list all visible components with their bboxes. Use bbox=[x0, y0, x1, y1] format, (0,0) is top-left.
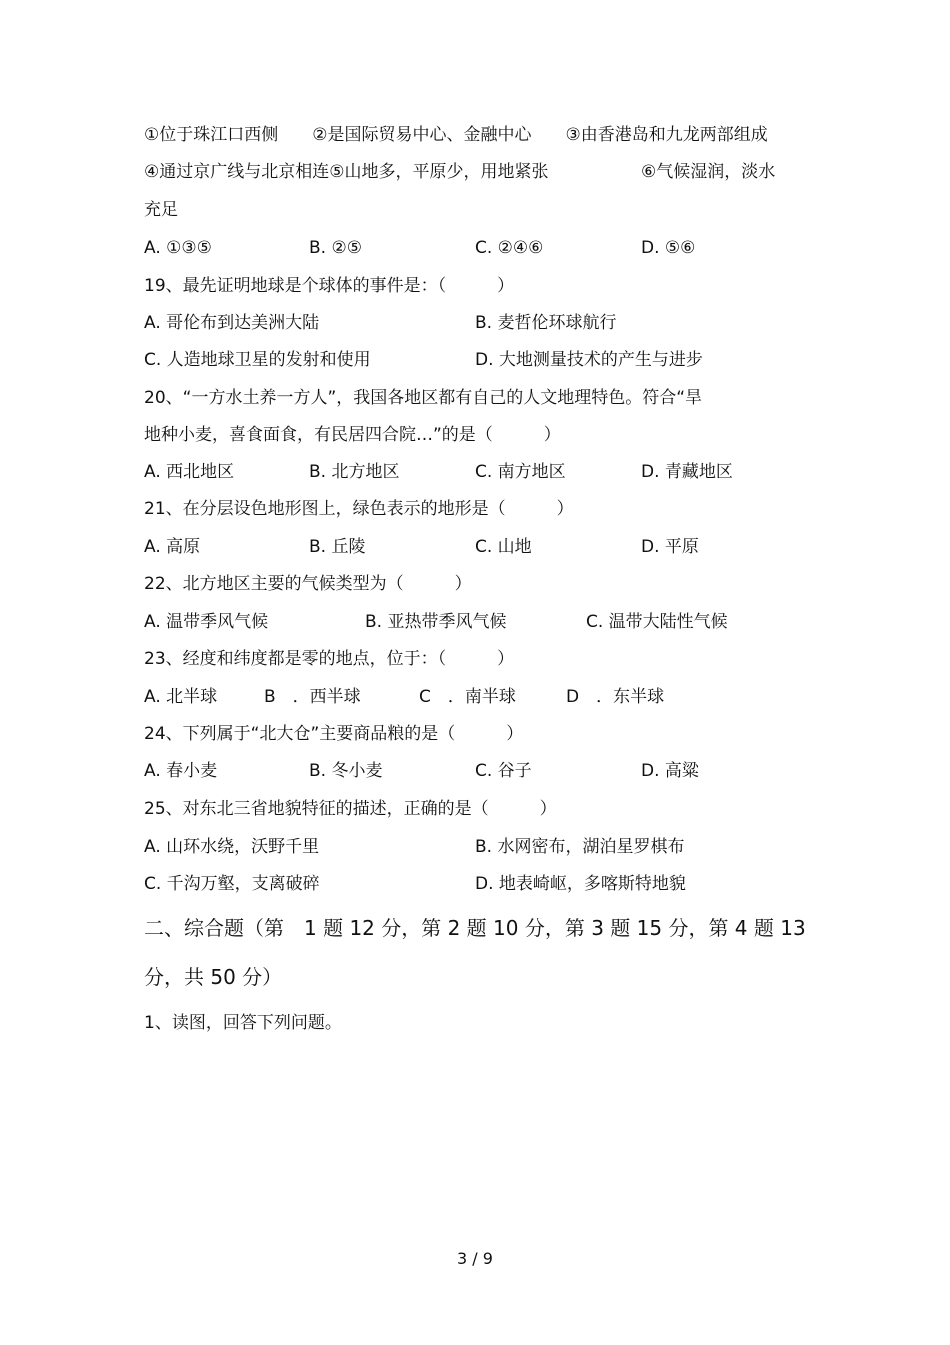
q21-option-d: D. 平原 bbox=[641, 537, 699, 557]
q24-stem: 24、下列属于“北大仓”主要商品粮的是（ ） bbox=[144, 724, 524, 744]
q19-option-d: D. 大地测量技术的产生与进步 bbox=[475, 350, 703, 370]
section-2-heading-line-2: 分，共 50 分） bbox=[144, 965, 283, 989]
q18-statement-line-3: 充足 bbox=[144, 200, 178, 220]
q22-stem: 22、北方地区主要的气候类型为（ ） bbox=[144, 574, 472, 594]
q25-option-d: D. 地表崎岖，多喀斯特地貌 bbox=[475, 874, 686, 894]
q20-option-c: C. 南方地区 bbox=[475, 462, 566, 482]
page-number: 3 / 9 bbox=[457, 1249, 493, 1268]
q21-option-b: B. 丘陵 bbox=[309, 537, 366, 557]
q25-option-b: B. 水网密布，湖泊星罗棋布 bbox=[475, 837, 685, 857]
q18-statement-line-2-tail: ⑥气候湿润，淡水 bbox=[641, 162, 776, 182]
q1-stem: 1、读图，回答下列问题。 bbox=[144, 1013, 342, 1033]
q20-option-d: D. 青藏地区 bbox=[641, 462, 733, 482]
q25-option-a: A. 山环水绕，沃野千里 bbox=[144, 837, 320, 857]
q24-option-d: D. 高粱 bbox=[641, 761, 699, 781]
q18-option-a: A. ①③⑤ bbox=[144, 238, 212, 258]
q21-option-a: A. 高原 bbox=[144, 537, 201, 557]
q24-option-a: A. 春小麦 bbox=[144, 761, 218, 781]
section-2-heading-line-1: 二、综合题（第 1 题 12 分，第 2 题 10 分，第 3 题 15 分，第 4 题 13 bbox=[144, 916, 806, 940]
q22-option-a: A. 温带季风气候 bbox=[144, 612, 269, 632]
q23-option-d: D ．东半球 bbox=[566, 687, 665, 707]
q20-option-b: B. 北方地区 bbox=[309, 462, 400, 482]
q21-stem: 21、在分层设色地形图上，绿色表示的地形是（ ） bbox=[144, 499, 574, 519]
q25-stem: 25、对东北三省地貌特征的描述，正确的是（ ） bbox=[144, 799, 557, 819]
q18-option-d: D. ⑤⑥ bbox=[641, 238, 696, 258]
q23-option-c: C ．南半球 bbox=[419, 687, 516, 707]
q20-stem-line-1: 20、“一方水土养一方人”，我国各地区都有自己的人文地理特色。符合“旱 bbox=[144, 388, 703, 408]
q19-stem: 19、最先证明地球是个球体的事件是：（ ） bbox=[144, 276, 515, 296]
q23-stem: 23、经度和纬度都是零的地点，位于：（ ） bbox=[144, 649, 515, 669]
q23-option-b: B ．西半球 bbox=[264, 687, 361, 707]
q19-option-b: B. 麦哲伦环球航行 bbox=[475, 313, 617, 333]
q22-option-b: B. 亚热带季风气候 bbox=[365, 612, 507, 632]
q18-option-b: B. ②⑤ bbox=[309, 238, 362, 258]
q24-option-c: C. 谷子 bbox=[475, 761, 532, 781]
q19-option-c: C. 人造地球卫星的发射和使用 bbox=[144, 350, 371, 370]
q24-option-b: B. 冬小麦 bbox=[309, 761, 383, 781]
q19-option-a: A. 哥伦布到达美洲大陆 bbox=[144, 313, 320, 333]
q25-option-c: C. 千沟万壑，支离破碎 bbox=[144, 874, 320, 894]
q20-stem-line-2: 地种小麦，喜食面食，有民居四合院…”的是（ ） bbox=[144, 425, 561, 445]
q23-option-a: A. 北半球 bbox=[144, 687, 218, 707]
q18-statement-line-1: ①位于珠江口西侧 ②是国际贸易中心、金融中心 ③由香港岛和九龙两部组成 bbox=[144, 125, 768, 145]
q22-option-c: C. 温带大陆性气候 bbox=[586, 612, 728, 632]
q21-option-c: C. 山地 bbox=[475, 537, 532, 557]
q18-statement-line-2: ④通过京广线与北京相连⑤山地多，平原少，用地紧张 bbox=[144, 162, 549, 182]
q20-option-a: A. 西北地区 bbox=[144, 462, 235, 482]
q18-option-c: C. ②④⑥ bbox=[475, 238, 544, 258]
